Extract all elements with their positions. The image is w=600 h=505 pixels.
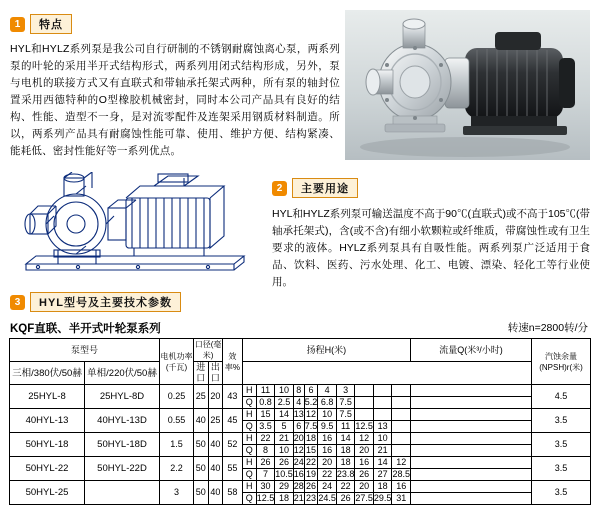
features-title: 特点 <box>30 14 72 34</box>
uses-body-text: HYL和HYLZ系列泵可输送温度不高于90℃(直联式)或不高于105℃(带轴承托架式)，含(或不含)有细小软颗粒或纤维质，带腐蚀性或有卫生要求的液体。HYLZ系列泵具有自吸性能。两系列泵广泛适用于食品、饮料、医药、污水处理、化工、电镀、漂染、轻化工等行业使用。 <box>272 208 590 288</box>
pump-photo-illustration <box>345 10 590 160</box>
features-body-text: HYL和HYLZ系列泵是我公司自行研制的不锈钢耐腐蚀离心泵，两系列泵的叶轮的采用半开式结构形式，两系列用闭式结构形成，另外，泵与电机的联接方式又有直联式和带轴承托架式两种，所有泵的轴封位置采用西德特种的O型橡胶机械密封，同时本公司产品具有良好的结构、性能、造型不一身，是对流零配件及连架采用钢质材料制造。所以，两系列产品具有耐腐蚀性能可靠、使用、维护方便、结构紧凑、能耗低、密封性能好等一系列优点。 <box>10 43 340 157</box>
header-curve-spacer <box>242 362 531 385</box>
pump-line-drawing <box>8 172 263 282</box>
cell-bore-in: 50 <box>194 433 209 457</box>
cell-head-value: 22 <box>256 433 275 445</box>
cell-head-value: 8 <box>293 385 304 397</box>
cell-head-value: 30 <box>256 481 275 493</box>
cell-head-value: 26 <box>275 457 294 469</box>
cell-npsh: 3.5 <box>532 457 591 481</box>
cell-h-label: H <box>242 433 256 445</box>
cell-h-label: H <box>242 457 256 469</box>
cell-flow-value: 21 <box>293 493 304 503</box>
cell-head-value: 10 <box>373 433 392 445</box>
section-number-badge: 2 <box>272 181 287 196</box>
cell-flow-value: 20 <box>355 445 374 457</box>
cell-flow-value: 6 <box>293 421 304 433</box>
cell-q-label: Q <box>242 421 256 433</box>
cell-flow-value: 15 <box>306 445 317 455</box>
cell-flow-value: 12 <box>293 445 304 455</box>
cell-head-value: 24 <box>293 457 304 467</box>
cell-flow-value: 28.5 <box>392 469 410 479</box>
cell-head-value: 10 <box>275 385 294 397</box>
section-number-badge: 1 <box>10 17 25 32</box>
header-power: 电机功率(千瓦) <box>160 339 194 385</box>
cell-head-value: 18 <box>373 481 392 493</box>
cell-npsh: 4.5 <box>532 385 591 409</box>
cell-head-value: 26 <box>256 457 275 469</box>
header-model-1ph: 单相/220伏/50赫 <box>85 362 160 385</box>
params-heading <box>10 292 250 312</box>
cell-flow-value <box>411 397 532 409</box>
cell-bore-in: 25 <box>194 385 209 409</box>
table-header-row-1 <box>10 339 591 362</box>
cell-flow-value: 18 <box>275 493 294 505</box>
cell-model-3ph: 25HYL-8 <box>10 385 85 409</box>
cell-flow-value: 11 <box>336 421 355 433</box>
cell-flow-value: 2.5 <box>275 397 294 409</box>
cell-flow-value: 8 <box>256 445 275 457</box>
cell-flow-value: 4 <box>293 397 304 409</box>
cell-head-value: 12 <box>306 409 317 419</box>
cell-flow-value: 5.2 <box>304 397 318 407</box>
cell-flow-value: 21 <box>373 445 392 457</box>
pump-photograph <box>345 10 590 160</box>
spec-table-body <box>10 385 591 505</box>
cell-head-value: 22 <box>336 481 355 493</box>
cell-power: 3 <box>160 481 194 505</box>
header-efficiency: 效率% <box>223 339 243 385</box>
header-head: 扬程H(米) <box>242 339 410 362</box>
features-section <box>10 14 340 160</box>
cell-head-value: 16 <box>318 433 337 445</box>
cell-h-label: H <box>242 409 256 421</box>
cell-bore-out: 25 <box>208 409 223 433</box>
cell-npsh: 3.5 <box>532 433 591 457</box>
cell-efficiency: 52 <box>223 433 243 457</box>
cell-flow-value: 27.5 <box>355 493 373 503</box>
cell-head-value <box>392 433 411 445</box>
cell-flow-value <box>392 421 411 433</box>
cell-flow-value: 23.8 <box>336 469 355 479</box>
cell-head-value <box>411 409 532 421</box>
cell-npsh: 3.5 <box>532 409 591 433</box>
cell-head-value: 18 <box>336 457 355 469</box>
cell-head-value <box>411 433 532 445</box>
cell-head-value: 11 <box>256 385 275 397</box>
cell-bore-in: 50 <box>194 481 209 505</box>
cell-bore-out: 40 <box>208 481 223 505</box>
header-npsh: 汽蚀余量(NPSH)r(米) <box>532 339 591 385</box>
cell-model-1ph: 25HYL-8D <box>85 385 160 409</box>
table-caption: KQF直联、半开式叶轮泵系列 <box>10 323 161 335</box>
cell-model-1ph: 50HYL-18D <box>85 433 160 457</box>
cell-head-value: 14 <box>275 409 294 421</box>
cell-head-value <box>411 385 532 397</box>
cell-power: 2.2 <box>160 457 194 481</box>
cell-flow-value: 26 <box>336 493 355 505</box>
cell-flow-value: 12.5 <box>256 493 275 503</box>
cell-q-label: Q <box>242 445 256 457</box>
cell-flow-value: 31 <box>392 493 411 505</box>
cell-power: 0.25 <box>160 385 194 409</box>
cell-flow-value: 9.5 <box>318 421 337 433</box>
table-row <box>10 409 591 421</box>
cell-flow-value: 26 <box>355 469 374 481</box>
cell-model-1ph: 40HYL-13D <box>85 409 160 433</box>
cell-h-label: H <box>242 385 256 397</box>
cell-flow-value: 19 <box>306 469 317 479</box>
cell-head-value: 15 <box>256 409 275 421</box>
cell-head-value <box>355 409 374 421</box>
cell-flow-value: 3.5 <box>256 421 275 433</box>
params-title: HYL型号及主要技术参数 <box>30 292 181 312</box>
cell-flow-value: 5 <box>275 421 294 433</box>
section-number-badge: 3 <box>10 295 25 310</box>
cell-flow-value: 18 <box>336 445 355 457</box>
cell-flow-value <box>411 445 532 457</box>
cell-flow-value: 10 <box>275 445 294 457</box>
cell-bore-out: 20 <box>208 385 223 409</box>
cell-head-value: 12 <box>355 433 374 445</box>
cell-head-value: 20 <box>293 433 304 443</box>
cell-model-1ph <box>85 481 160 505</box>
cell-model-3ph: 50HYL-18 <box>10 433 85 457</box>
cell-head-value: 4 <box>318 385 337 397</box>
cell-head-value: 16 <box>355 457 374 469</box>
cell-head-value: 6 <box>304 385 318 397</box>
spec-table <box>9 338 591 505</box>
cell-q-label: Q <box>242 397 256 409</box>
cell-flow-value: 22 <box>318 469 337 481</box>
cell-model-3ph: 50HYL-22 <box>10 457 85 481</box>
cell-flow-value: 12.5 <box>355 421 373 431</box>
cell-bore-in: 40 <box>194 409 209 433</box>
cell-flow-value <box>411 421 532 433</box>
cell-bore-out: 40 <box>208 457 223 481</box>
cell-npsh: 3.5 <box>532 481 591 505</box>
cell-head-value: 3 <box>336 385 355 397</box>
cell-head-value: 24 <box>318 481 337 493</box>
cell-head-value <box>392 409 411 421</box>
cell-model-3ph: 40HYL-13 <box>10 409 85 433</box>
uses-heading <box>272 178 590 198</box>
cell-head-value: 20 <box>318 457 337 469</box>
header-bore: 口径(毫米) <box>194 340 222 360</box>
cell-flow-value: 27 <box>373 469 392 481</box>
cell-head-value: 28 <box>293 481 304 491</box>
spec-table-head <box>10 339 591 385</box>
cell-flow-value: 29.5 <box>373 493 392 503</box>
uses-section <box>272 178 590 291</box>
cell-bore-in: 50 <box>194 457 209 481</box>
cell-head-value <box>392 385 411 397</box>
pump-drawing-svg <box>8 172 263 282</box>
cell-model-1ph: 50HYL-22D <box>85 457 160 481</box>
cell-q-label: Q <box>242 493 256 505</box>
cell-flow-value <box>355 397 374 409</box>
cell-efficiency: 43 <box>223 385 243 409</box>
cell-head-value: 7.5 <box>336 409 355 421</box>
cell-q-label: Q <box>242 469 256 481</box>
cell-flow-value: 7.5 <box>304 421 318 431</box>
cell-efficiency: 45 <box>223 409 243 433</box>
cell-flow-value: 7 <box>256 469 275 481</box>
cell-head-value: 13 <box>293 409 304 419</box>
cell-head-value <box>373 385 392 397</box>
header-flow: 流量Q(米³/小时) <box>411 339 532 362</box>
cell-flow-value: 23 <box>306 493 317 503</box>
cell-efficiency: 58 <box>223 481 243 505</box>
features-heading <box>10 14 340 34</box>
cell-model-3ph: 50HYL-25 <box>10 481 85 505</box>
cell-flow-value <box>392 445 411 457</box>
cell-flow-value: 10.5 <box>275 469 293 479</box>
cell-head-value: 21 <box>275 433 294 445</box>
cell-flow-value <box>411 469 532 481</box>
cell-head-value: 26 <box>306 481 317 491</box>
header-bore-out: 出口 <box>208 362 223 385</box>
cell-head-value: 10 <box>318 409 337 421</box>
cell-head-value <box>355 385 374 397</box>
cell-head-value <box>411 481 532 493</box>
cell-flow-value: 13 <box>373 421 392 433</box>
cell-bore-out: 40 <box>208 433 223 457</box>
cell-head-value: 16 <box>392 481 411 493</box>
cell-flow-value <box>411 493 532 505</box>
header-model-3ph: 三相/380伏/50赫 <box>10 362 85 385</box>
cell-head-value: 12 <box>392 457 411 469</box>
cell-flow-value: 16 <box>318 445 337 457</box>
cell-head-value: 20 <box>355 481 374 493</box>
cell-flow-value: 16 <box>293 469 304 479</box>
cell-flow-value: 6.8 <box>318 397 337 409</box>
cell-flow-value: 0.8 <box>256 397 275 409</box>
table-header-row-2 <box>10 362 591 385</box>
cell-head-value <box>373 409 392 421</box>
cell-h-label: H <box>242 481 256 493</box>
cell-head-value: 14 <box>336 433 355 445</box>
table-row <box>10 433 591 445</box>
cell-power: 1.5 <box>160 433 194 457</box>
cell-head-value: 18 <box>306 433 317 443</box>
cell-efficiency: 55 <box>223 457 243 481</box>
cell-head-value: 29 <box>275 481 294 493</box>
cell-power: 0.55 <box>160 409 194 433</box>
cell-head-value: 22 <box>306 457 317 467</box>
table-row <box>10 385 591 397</box>
header-bore-in: 进口 <box>194 362 209 385</box>
cell-flow-value: 24.5 <box>318 493 336 503</box>
table-row <box>10 481 591 493</box>
uses-title: 主要用途 <box>292 178 358 198</box>
speed-note: 转速n=2800转/分 <box>507 322 588 334</box>
cell-flow-value <box>392 397 411 409</box>
cell-flow-value: 7.5 <box>336 397 355 409</box>
cell-head-value: 14 <box>373 457 392 469</box>
cell-flow-value <box>373 397 392 409</box>
params-section <box>10 292 250 312</box>
header-model-group: 泵型号 <box>10 339 160 362</box>
